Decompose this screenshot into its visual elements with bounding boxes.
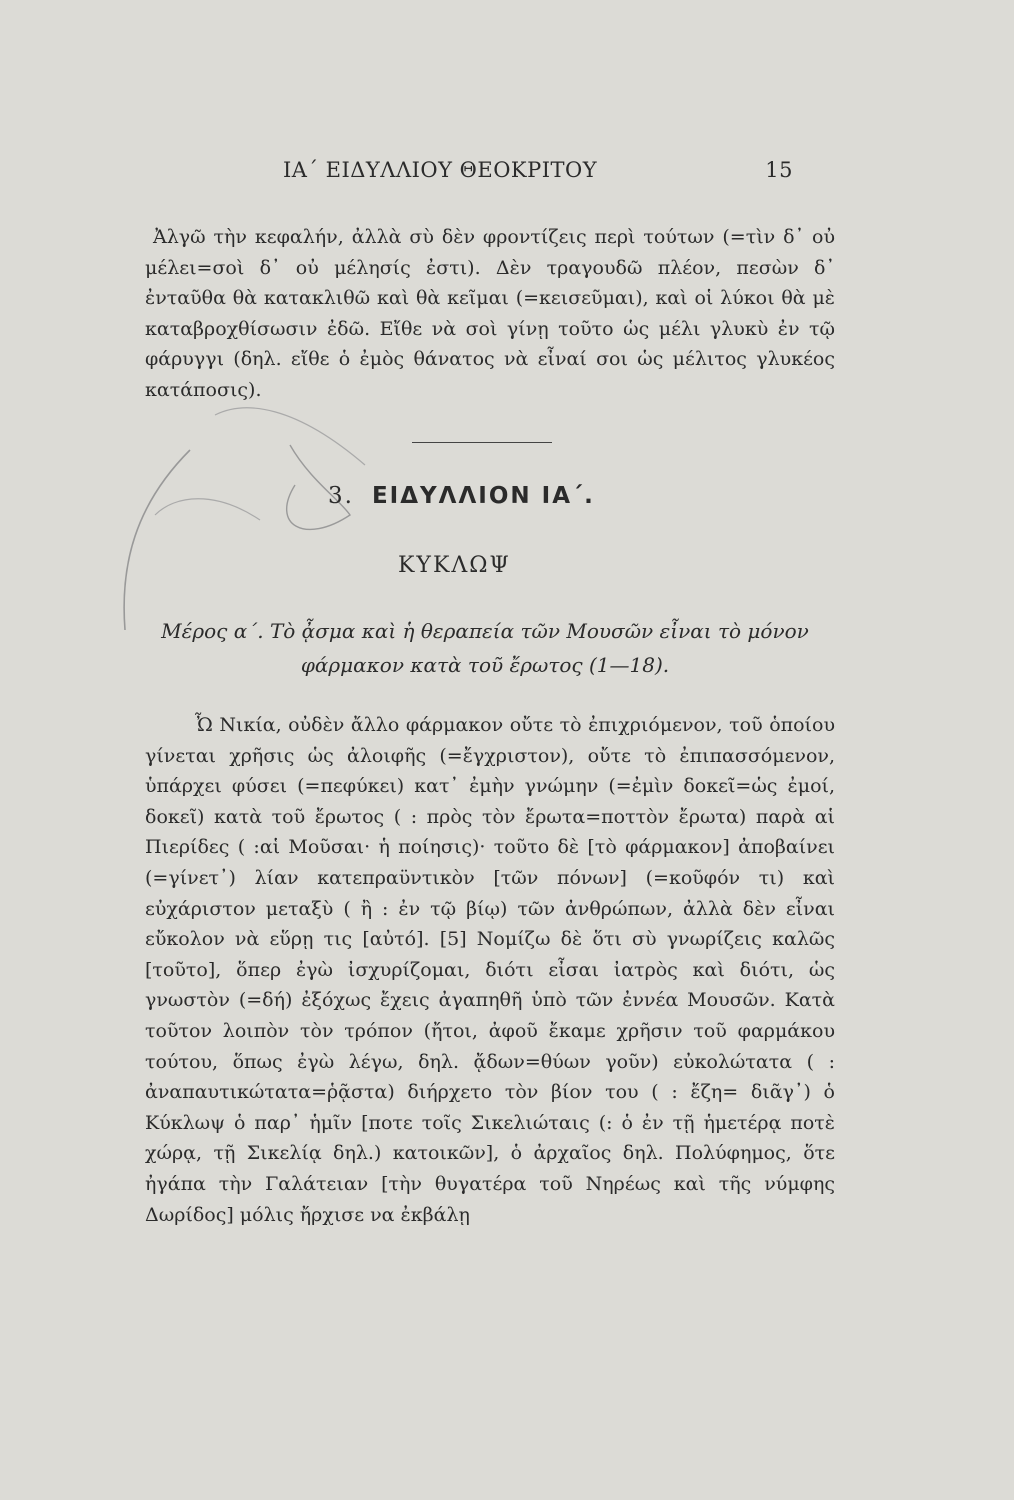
section-subtitle: ΚΥΚΛΩΨ [398,553,511,578]
section-divider [412,442,552,443]
paragraph-1: Ἀλγῶ τὴν κεφαλήν, ἀλλὰ σὺ δὲν φροντίζεις περὶ τούτων (=τὶν δ᾽ οὐ μέλει=σοὶ δ᾽ οὐ μέλησίς ἐστι). Δὲν τραγουδῶ πλέον, πεσὼν δ᾽ ἐνταῦθα θὰ κατακλιθῶ καὶ θὰ κεῖμαι (=κεισεῦμαι), καὶ οἱ λύκοι θὰ μὲ καταβροχθίσωσιν ἐδῶ. Εἴθε νὰ σοὶ γίνῃ τοῦτο ὡς μέλι γλυκὺ ἐν τῷ φάρυγγι (δηλ. εἴθε ὁ ἐμὸς θάνατος νὰ εἶναί σοι ὡς μέλιτος γλυκέος κατάποσις). [145,226,835,401]
section-heading [328,483,595,509]
section-number: 3. [328,483,354,509]
paragraph-2: Ὦ Νικία, οὐδὲν ἄλλο φάρμακον οὔτε τὸ ἐπιχριόμενον, τοῦ ὁποίου γίνεται χρῆσις ὡς ἀλοιφῆς (=ἔγχριστον), οὔτε τὸ ἐπιπασσόμενον, ὑπάρχει φύσει (=πεφύκει) κατ᾽ ἐμὴν γνώμην (=ἐμὶν δοκεῖ=ὡς ἐμοί, δοκεῖ) κατὰ τοῦ ἔρωτος ( : πρὸς τὸν ἔρωτα=ποττὸν ἔρωτα) παρὰ αἱ Πιερίδες ( :αἱ Μοῦσαι· ἡ ποίησις)· τοῦτο δὲ [τὸ φάρμακον] ἀποβαίνει (=γίνετ᾽) λίαν κατεπραϋντικὸν [τῶν πόνων] (=κοῦφόν τι) καὶ εὐχάριστον μεταξὺ ( ἢ : ἐν τῷ βίῳ) τῶν ἀνθρώπων, ἀλλὰ δὲν εἶναι εὔκολον νὰ εὕρῃ τις [αὐτό]. [5] Νομίζω δὲ ὅτι σὺ γνωρίζεις καλῶς [τοῦτο], ὅπερ ἐγὼ ἰσχυρίζομαι, διότι εἶσαι ἰατρὸς καὶ διότι, ὡς γνωστὸν (=δή) ἐξόχως ἔχεις ἀγαπηθῆ ὑπὸ τῶν ἐννέα Μουσῶν. Κατὰ τοῦτον λοιπὸν τὸν τρόπον (ἤτοι, ἀφοῦ ἔκαμε χρῆσιν τοῦ φαρμάκου τούτου, ὅπως ἐγὼ λέγω, δηλ. ᾄδων=θύων γοῦν) εὐκολώτατα ( : ἀναπαυτικώτατα=ῥᾷστα) διήρχετο τὸν βίον του ( : ἔζη= διᾶγ᾽) ὁ Κύκλωψ ὁ παρ᾽ ἡμῖν [ποτε τοῖς Σικελιώταις (: ὁ ἐν τῇ ἡμετέρᾳ ποτὲ χώρᾳ, τῇ Σικελίᾳ δηλ.) κατοικῶν], ὁ ἀρχαῖος δηλ. Πολύφημος, ὅτε ἠγάπα τὴν Γαλάτειαν [τὴν θυγατέρα τοῦ Νηρέως καὶ τῆς νύμφης Δωρίδος] μόλις ἤρχισε να ἐκβάλῃ [145,714,835,1226]
page-number: 15 [765,158,793,182]
part-heading: Μέρος α΄. Τὸ ᾆσμα καὶ ἡ θεραπεία τῶν Μουσῶν εἶναι τὸ μόνον φάρμακον κατὰ τοῦ ἔρωτος (1—18). [161,619,809,677]
running-title: ΙΑ΄ ΕΙΔΥΛΛΙΟΥ ΘΕΟΚΡΙΤΟΥ [283,158,598,182]
section-title: ΕΙΔΥΛΛΙΟΝ ΙΑ΄. [371,483,595,509]
